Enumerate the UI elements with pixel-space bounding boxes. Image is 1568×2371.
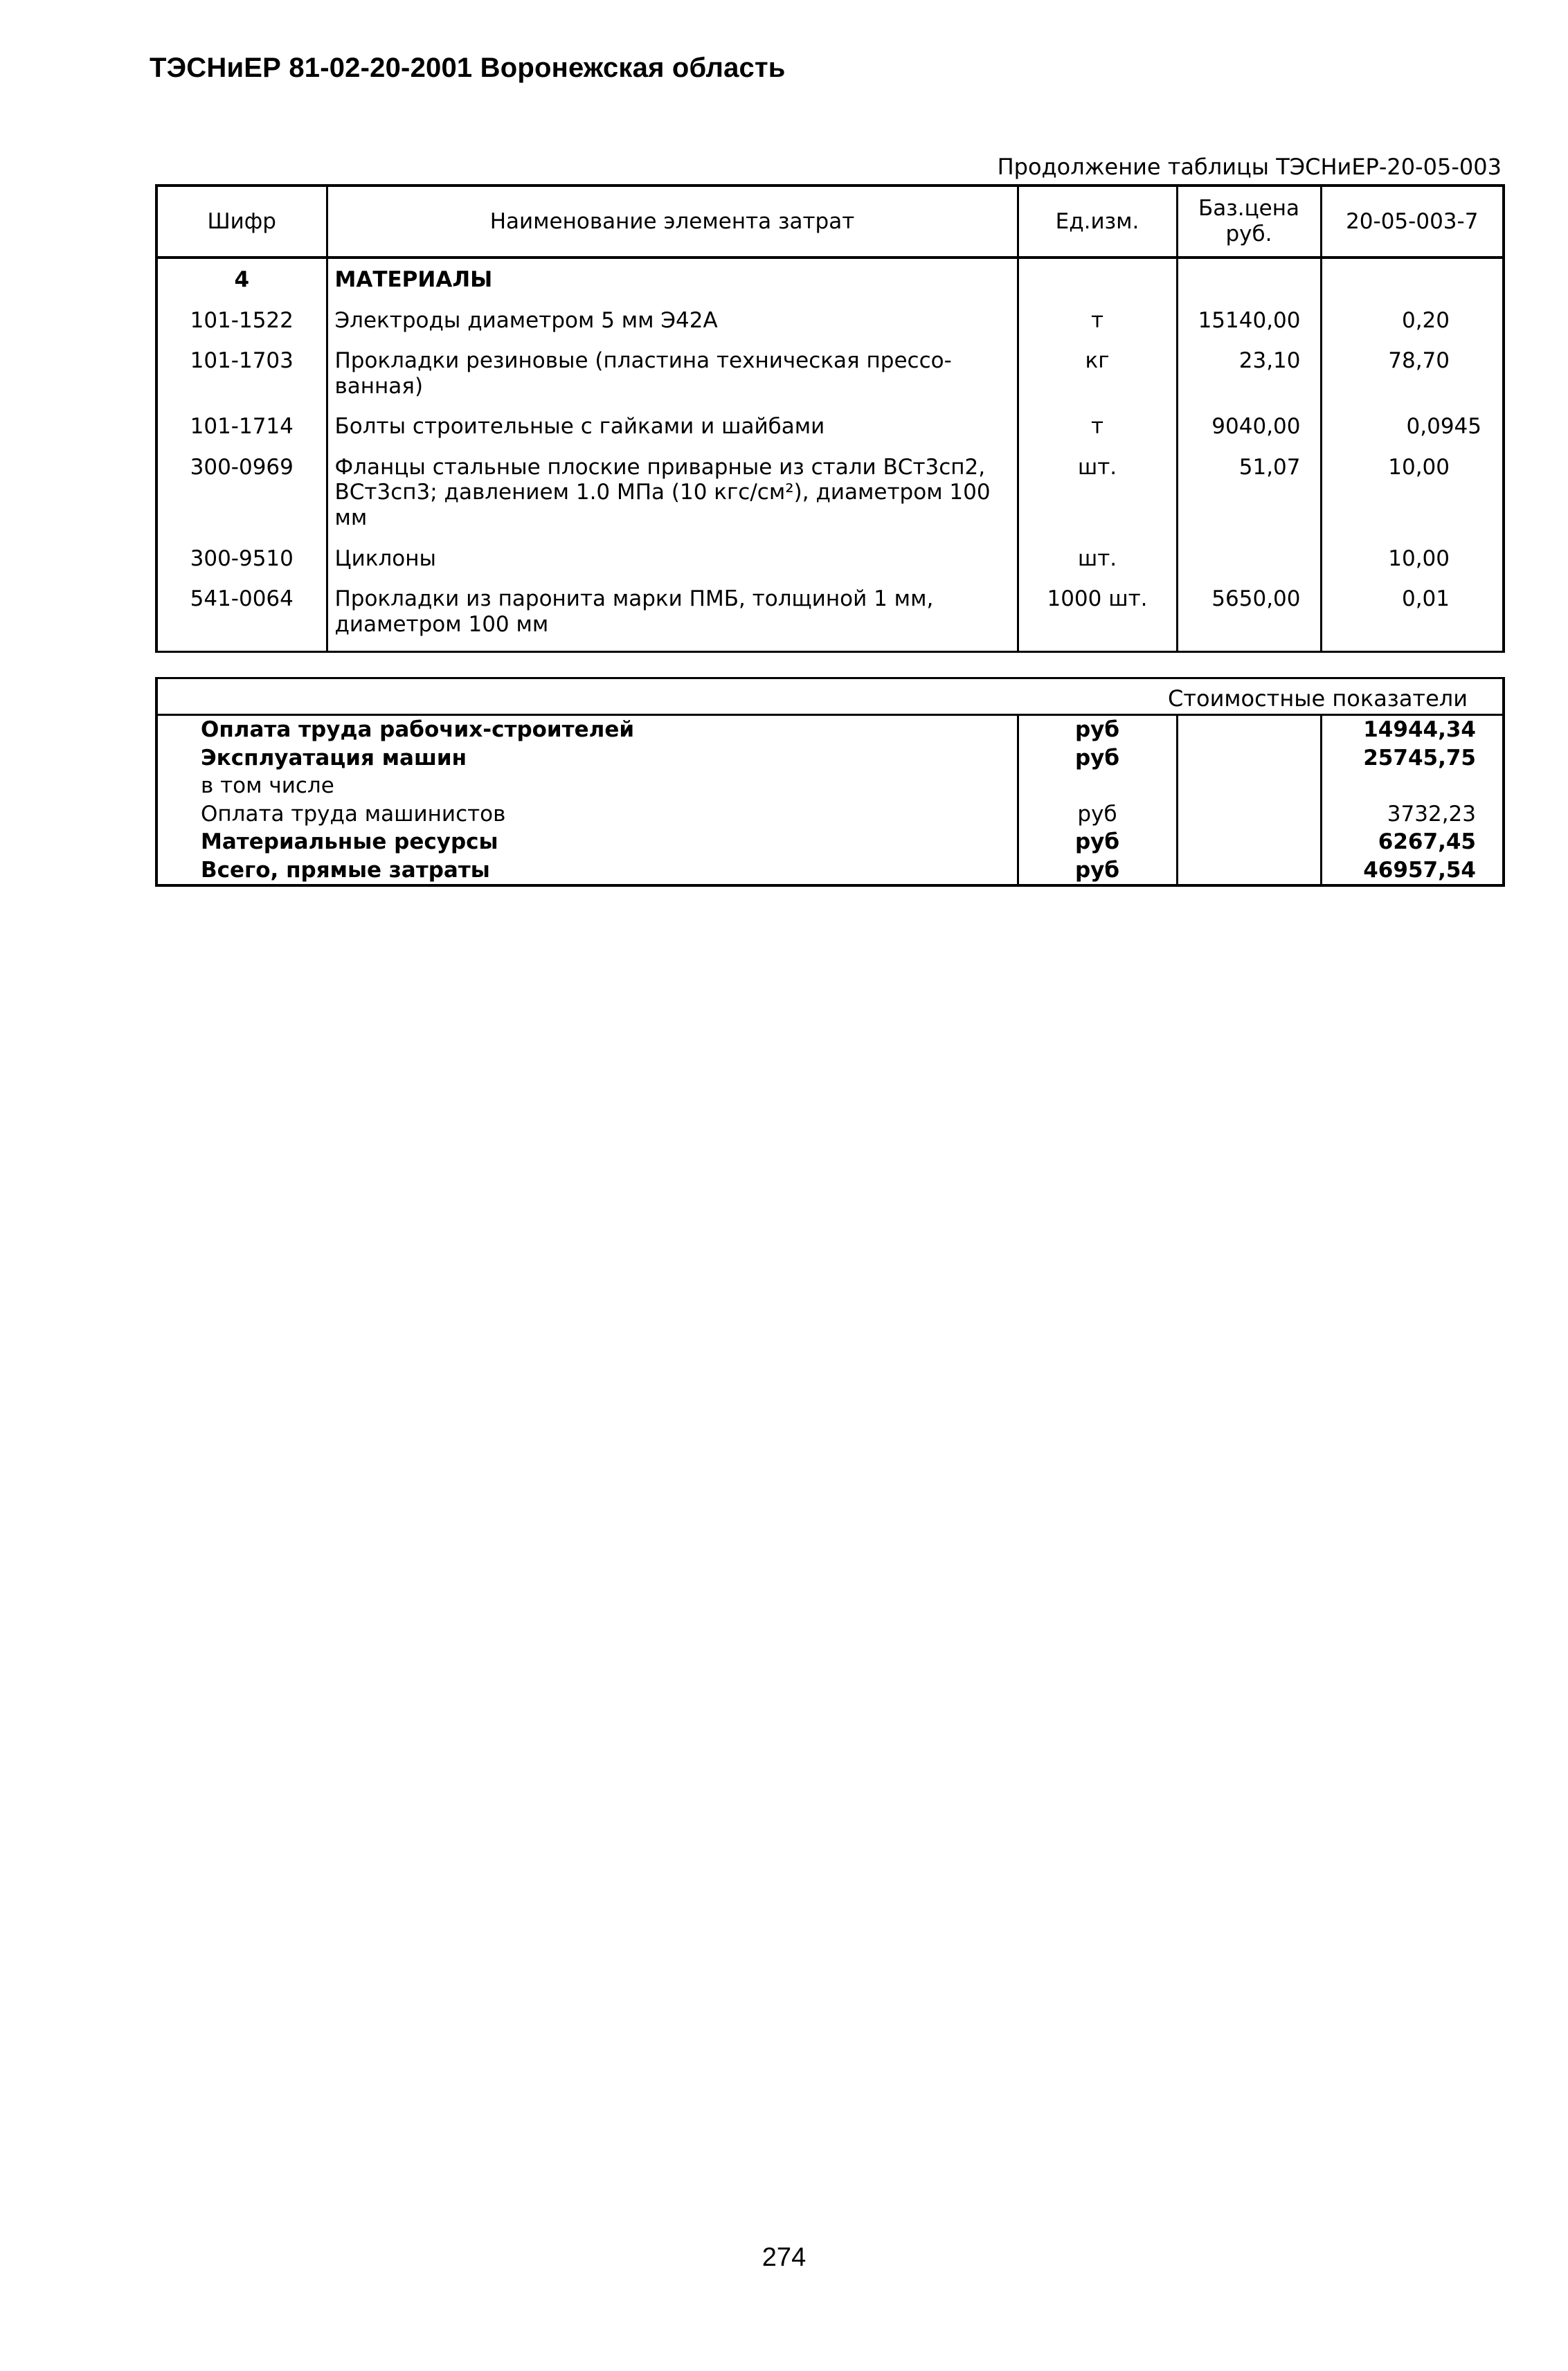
row-qty: 78,70 (1321, 340, 1504, 406)
row-code: 101-1714 (156, 406, 327, 447)
cost-unit (1018, 772, 1177, 800)
row-name: Электроды диаметром 5 мм Э42А (327, 300, 1018, 341)
cost-label: Эксплуатация машин (156, 744, 1018, 773)
document-title: ТЭСНиЕР 81-02-20-2001 Воронежская область (150, 53, 786, 83)
row-qty: 10,00 (1321, 538, 1504, 579)
cost-row (156, 744, 1504, 773)
cost-unit: руб (1018, 744, 1177, 773)
row-qty: 0,01 (1321, 578, 1504, 652)
cost-row (156, 828, 1504, 856)
row-unit: т (1018, 406, 1177, 447)
row-price (1177, 538, 1321, 579)
cost-label: Оплата труда рабочих-строителей (156, 715, 1018, 744)
row-price: 23,10 (1177, 340, 1321, 406)
cost-row (156, 715, 1504, 744)
cost-value: 25745,75 (1321, 744, 1504, 773)
table-row (156, 300, 1504, 341)
row-unit: кг (1018, 340, 1177, 406)
cost-unit: руб (1018, 828, 1177, 856)
row-code: 101-1522 (156, 300, 327, 341)
cost-row (156, 772, 1504, 800)
section-code: 4 (156, 258, 327, 300)
row-code: 300-9510 (156, 538, 327, 579)
resources-table (155, 184, 1505, 653)
cost-label: в том числе (156, 772, 1018, 800)
row-price: 5650,00 (1177, 578, 1321, 652)
table-continuation-note: Продолжение таблицы ТЭСНиЕР-20-05-003 (997, 154, 1502, 180)
cost-label: Материальные ресурсы (156, 828, 1018, 856)
cost-row (156, 800, 1504, 829)
cost-value (1321, 772, 1504, 800)
row-price: 51,07 (1177, 447, 1321, 538)
col-header-unit: Ед.изм. (1018, 186, 1177, 258)
row-qty: 10,00 (1321, 447, 1504, 538)
section-row (156, 258, 1504, 300)
row-code: 101-1703 (156, 340, 327, 406)
cost-indicators-table (155, 677, 1505, 887)
row-price: 15140,00 (1177, 300, 1321, 341)
row-code: 541-0064 (156, 578, 327, 652)
table-row (156, 406, 1504, 447)
cost-unit: руб (1018, 715, 1177, 744)
row-qty: 0,20 (1321, 300, 1504, 341)
cost-value: 6267,45 (1321, 828, 1504, 856)
row-unit: шт. (1018, 538, 1177, 579)
row-unit: 1000 шт. (1018, 578, 1177, 652)
cost-value: 3732,23 (1321, 800, 1504, 829)
row-qty: 0,0945 (1321, 406, 1504, 447)
cost-row (156, 856, 1504, 886)
section-title: МАТЕРИАЛЫ (327, 258, 1018, 300)
cost-label: Оплата труда машинистов (156, 800, 1018, 829)
row-name: Фланцы стальные плоские приварные из стали ВСт3сп2, ВСт3сп3; давлением 1.0 МПа (10 кгс/см²), диаметром 100 мм (327, 447, 1018, 538)
col-header-norm: 20-05-003-7 (1321, 186, 1504, 258)
col-header-price: Баз.цена руб. (1177, 186, 1321, 258)
col-header-code: Шифр (156, 186, 327, 258)
table-row (156, 578, 1504, 652)
cost-value: 46957,54 (1321, 856, 1504, 886)
cost-unit: руб (1018, 856, 1177, 886)
col-header-name: Наименование элемента затрат (327, 186, 1018, 258)
table-row (156, 447, 1504, 538)
table-header-row (156, 186, 1504, 258)
row-name: Прокладки из паронита марки ПМБ, толщиной 1 мм, диаметром 100 мм (327, 578, 1018, 652)
row-unit: т (1018, 300, 1177, 341)
row-code: 300-0969 (156, 447, 327, 538)
row-name: Болты строительные с гайками и шайбами (327, 406, 1018, 447)
cost-unit: руб (1018, 800, 1177, 829)
row-unit: шт. (1018, 447, 1177, 538)
cost-caption-row (156, 678, 1504, 715)
row-price: 9040,00 (1177, 406, 1321, 447)
cost-value: 14944,34 (1321, 715, 1504, 744)
table-row (156, 340, 1504, 406)
table-row (156, 538, 1504, 579)
page-number: 274 (762, 2243, 806, 2272)
row-name: Циклоны (327, 538, 1018, 579)
cost-caption: Стоимостные показатели (156, 678, 1504, 715)
cost-label: Всего, прямые затраты (156, 856, 1018, 886)
row-name: Прокладки резиновые (пластина техническая прессо-ванная) (327, 340, 1018, 406)
